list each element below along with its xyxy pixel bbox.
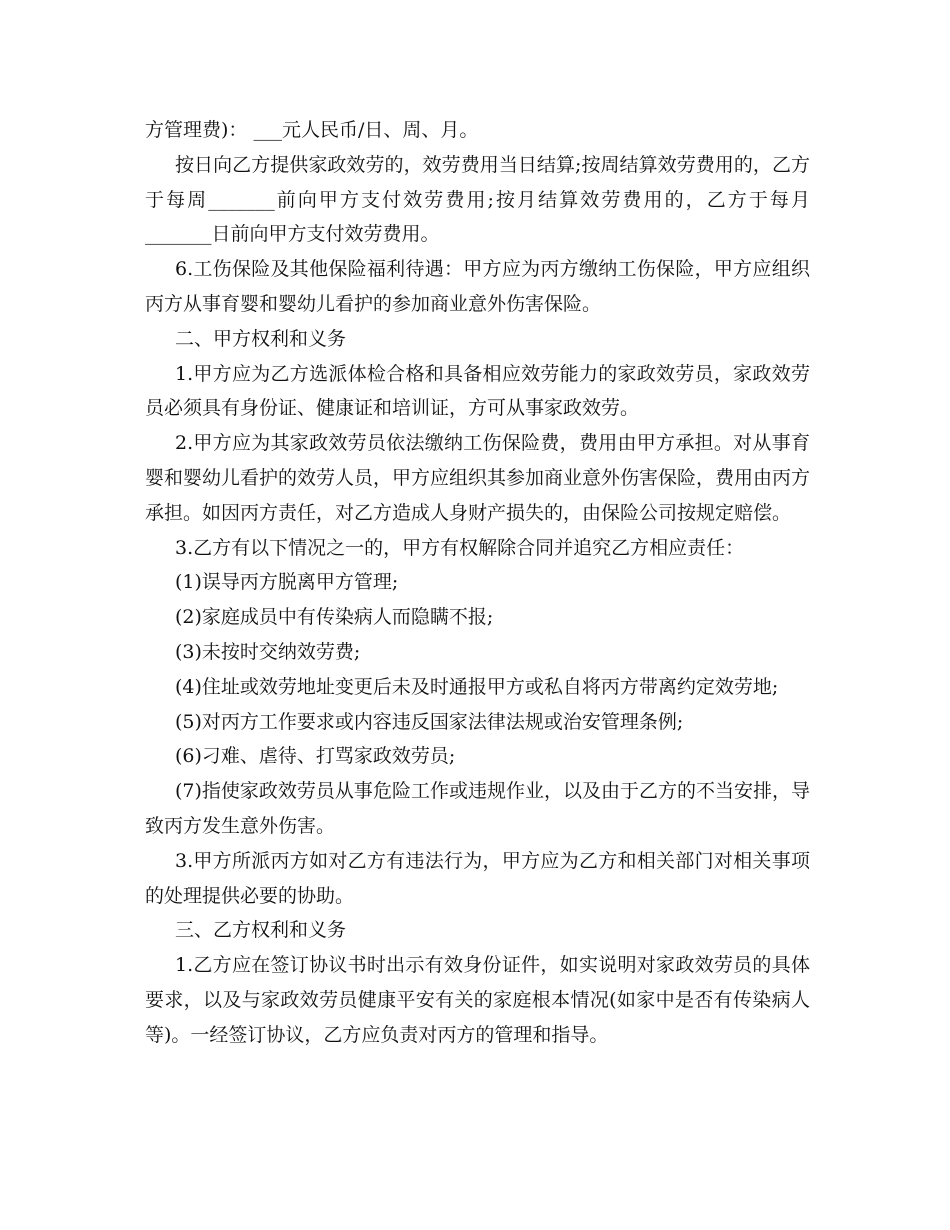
section-heading-party-a: 二、甲方权利和义务: [175, 327, 347, 350]
paragraph-a-clause-3b: 3.甲方所派丙方如对乙方有违法行为，甲方应为乙方和相关部门对相关事项的处理提供必要的协助。: [145, 849, 810, 907]
paragraph-insurance: 6.工伤保险及其他保险福利待遇：甲方应为丙方缴纳工伤保险，甲方应组织丙方从事育婴和婴幼儿看护的参加商业意外伤害保险。: [145, 258, 810, 315]
paragraph-settlement: 按日向乙方提供家政效劳的，效劳费用当日结算;按周结算效劳费用的，乙方于每周_______前向甲方支付效劳费用;按月结算效劳费用的，乙方于每月_______日前向甲方支付效劳费用。: [145, 153, 810, 246]
list-item-7: (7)指使家政效劳员从事危险工作或违规作业，以及由于乙方的不当安排，导致丙方发生意外伤害。: [145, 780, 810, 837]
list-item-3: (3)未按时交纳效劳费;: [175, 640, 361, 663]
paragraph-b-clause-1: 1.乙方应在签订协议书时出示有效身份证件，如实说明对家政效劳员的具体要求，以及与家政效劳员健康平安有关的家庭根本情况(如家中是否有传染病人等)。一经签订协议，乙方应负责对丙方的管理和指导。: [145, 954, 810, 1046]
list-item-6: (6)刁难、虐待、打骂家政效劳员;: [175, 745, 456, 768]
paragraph-a-clause-1: 1.甲方应为乙方选派体检合格和具备相应效劳能力的家政效劳员，家政效劳员必须具有身份证、健康证和培训证，方可从事家政效劳。: [145, 362, 810, 420]
document-body: [145, 113, 810, 1053]
paragraph-fee-units: 方管理费)： ___元人民币/日、周、月。: [145, 119, 479, 141]
paragraph-a-clause-3: 3.乙方有以下情况之一的，甲方有权解除合同并追究乙方相应责任：: [175, 536, 745, 559]
list-item-5: (5)对丙方工作要求或内容违反国家法律法规或治安管理条例;: [175, 710, 684, 733]
paragraph-a-clause-2: 2.甲方应为其家政效劳员依法缴纳工伤保险费，费用由甲方承担。对从事育婴和婴幼儿看护的效劳人员，甲方应组织其参加商业意外伤害保险，费用由丙方承担。如因丙方责任，对乙方造成人身财产损失的，由保险公司按规定赔偿。: [145, 432, 811, 524]
section-heading-party-b: 三、乙方权利和义务: [175, 919, 347, 942]
list-item-2: (2)家庭成员中有传染病人而隐瞒不报;: [175, 606, 494, 629]
list-item-1: (1)误导丙方脱离甲方管理;: [175, 571, 399, 594]
list-item-4: (4)住址或效劳地址变更后未及时通报甲方或私自将丙方带离约定效劳地;: [175, 675, 779, 698]
